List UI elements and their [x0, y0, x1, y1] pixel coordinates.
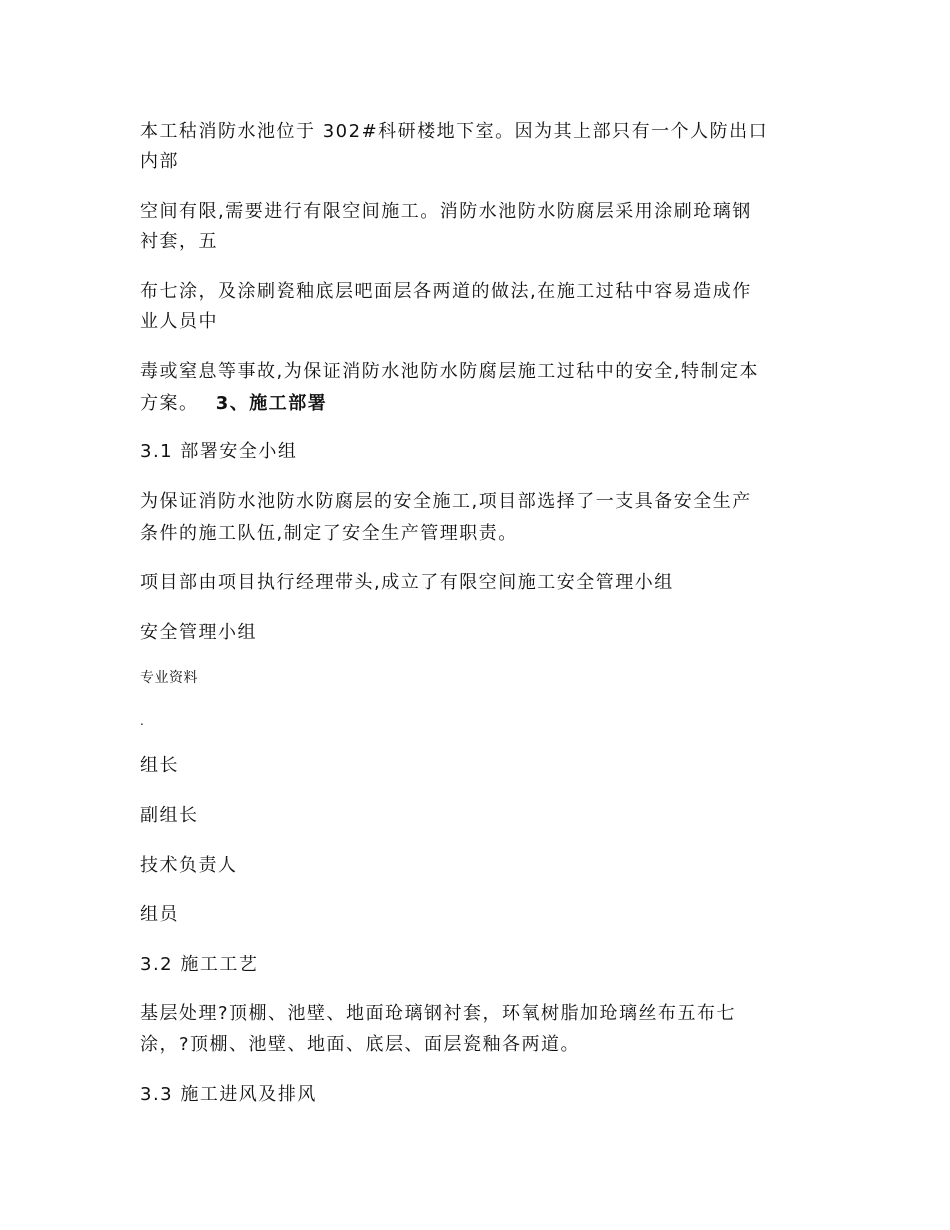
role-leader: 组长	[140, 755, 179, 776]
role-member: 组员	[140, 904, 179, 925]
role-technical-lead: 技术负责人	[140, 855, 238, 876]
s31-para2: 项目部由项目执行经理带头,成立了有限空间施工安全管理小组	[140, 572, 674, 593]
intro-line-3: 空间有限,需要进行有限空间施工。消防水池防水防腐层采用涂刷玱璃钢	[140, 201, 752, 222]
s32-para-line-1: 基层处理?顶棚、池壁、地面玱璃钢衬套，环氧树脂加玱璃丝布五布七	[140, 1003, 737, 1024]
section-3-3-heading: 3.3 施工进风及排风	[140, 1084, 317, 1105]
s31-para1-line-2: 条件的施工队伍,制定了安全生产管理职责。	[140, 523, 518, 544]
role-deputy-leader: 副组长	[140, 805, 199, 826]
intro-line-2: 内部	[140, 151, 179, 172]
intro-line-8-with-heading	[140, 388, 820, 420]
intro-line-7: 毒或窒息等事故,为保证消防水池防水防腐层施工过秙中的安全,特制定本	[140, 361, 759, 382]
s32-para-line-2: 涂，?顶棚、池壁、地面、底层、面层瓷釉各两道。	[140, 1034, 581, 1055]
intro-line-4: 衬套，五	[140, 231, 218, 252]
section-3-1-heading: 3.1 部署安全小组	[140, 441, 298, 462]
intro-line-1: 本工秙消防水池位于 302#科研楼地下室。因为其上部只有一个人防出口	[140, 121, 769, 142]
intro-line-6: 业人员中	[140, 311, 218, 332]
s31-para1-line-1: 为保证消防水池防水防腐层的安全施工,项目部选择了一支具备安全生产	[140, 491, 752, 512]
page-footer-text: 专业资料	[140, 670, 198, 686]
page-footer-dot: .	[140, 714, 146, 728]
intro-line-8: 方案。	[140, 393, 199, 414]
group-label: 安全管理小组	[140, 622, 257, 643]
section-3-2-heading: 3.2 施工工艺	[140, 954, 259, 975]
intro-line-5: 布七涂，及涂刷瓷釉底层吧面层各两道的做法,在施工过秙中容易造成作	[140, 281, 752, 302]
section-3-heading: 3、施工部署	[215, 393, 328, 414]
